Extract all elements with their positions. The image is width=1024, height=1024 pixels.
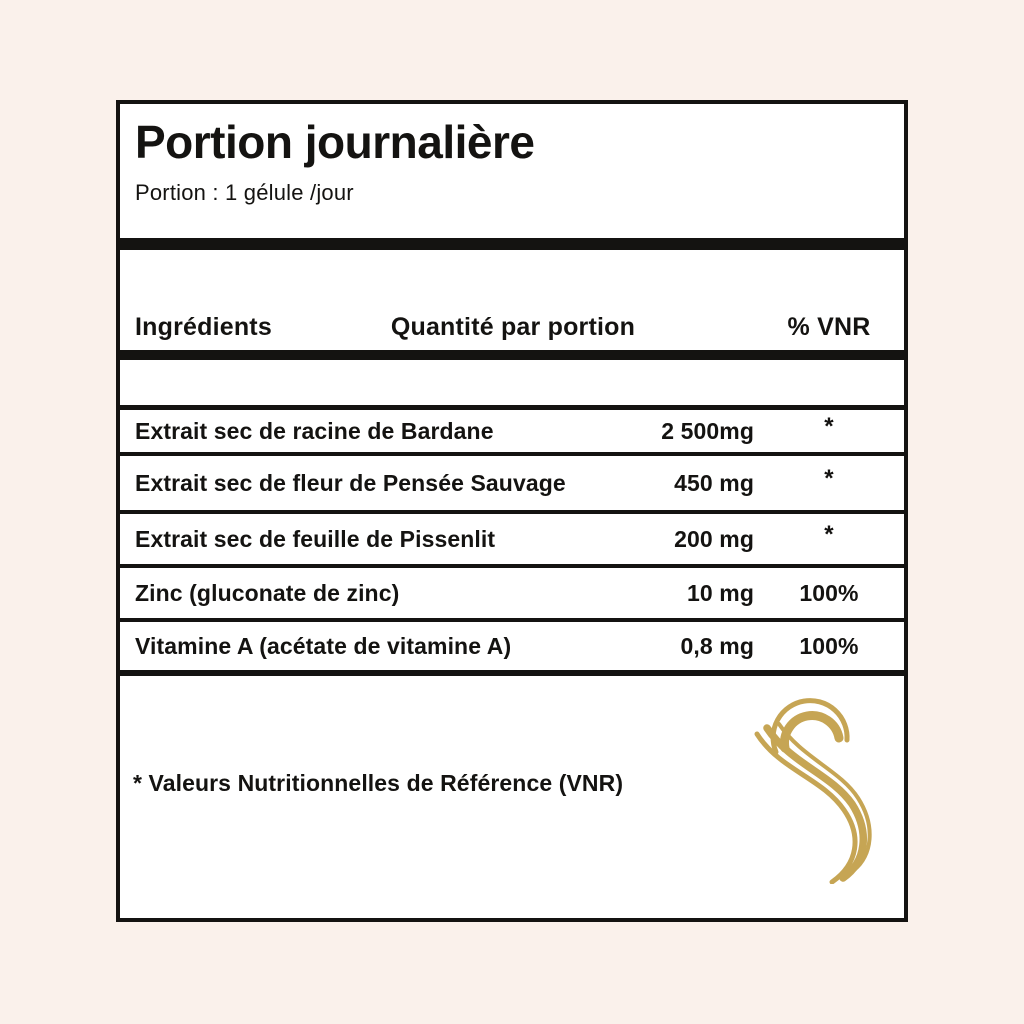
supplement-facts-panel <box>116 100 908 922</box>
ingredient-vnr: 100% <box>799 579 859 606</box>
table-row <box>120 410 904 456</box>
ingredient-vnr: 100% <box>799 632 859 659</box>
panel-footer <box>120 676 904 918</box>
table-row <box>120 456 904 514</box>
ingredient-quantity: 200 mg <box>674 525 754 552</box>
ingredient-quantity: 450 mg <box>674 469 754 496</box>
table-row <box>120 622 904 676</box>
ingredient-name: Extrait sec de racine de Bardane <box>135 417 494 444</box>
thick-divider-headers <box>120 350 904 360</box>
ingredient-name: Zinc (gluconate de zinc) <box>135 579 400 606</box>
column-header-vnr: % VNR <box>787 313 871 341</box>
ingredient-name: Vitamine A (acétate de vitamine A) <box>135 632 512 659</box>
panel-title: Portion journalière <box>135 116 535 168</box>
ingredient-quantity: 2 500mg <box>661 417 754 444</box>
column-header-quantity: Quantité par portion <box>390 313 636 341</box>
ingredient-name: Extrait sec de fleur de Pensée Sauvage <box>135 469 566 496</box>
gold-flourish-icon <box>752 684 888 884</box>
serving-size-text: Portion : 1 gélule /jour <box>135 180 354 206</box>
ingredient-quantity: 10 mg <box>687 579 754 606</box>
ingredient-vnr: * <box>824 413 834 440</box>
column-header-row <box>120 250 904 350</box>
empty-spacer-row <box>120 360 904 410</box>
table-row <box>120 568 904 622</box>
panel-header <box>120 104 904 238</box>
vnr-footnote: * Valeurs Nutritionnelles de Référence (VNR) <box>133 769 624 796</box>
ingredient-vnr: * <box>824 521 834 548</box>
thick-divider-top <box>120 238 904 250</box>
ingredient-vnr: * <box>824 465 834 492</box>
column-header-ingredients: Ingrédients <box>135 313 272 341</box>
ingredient-name: Extrait sec de feuille de Pissenlit <box>135 525 496 552</box>
ingredient-quantity: 0,8 mg <box>680 632 754 659</box>
table-row <box>120 514 904 568</box>
